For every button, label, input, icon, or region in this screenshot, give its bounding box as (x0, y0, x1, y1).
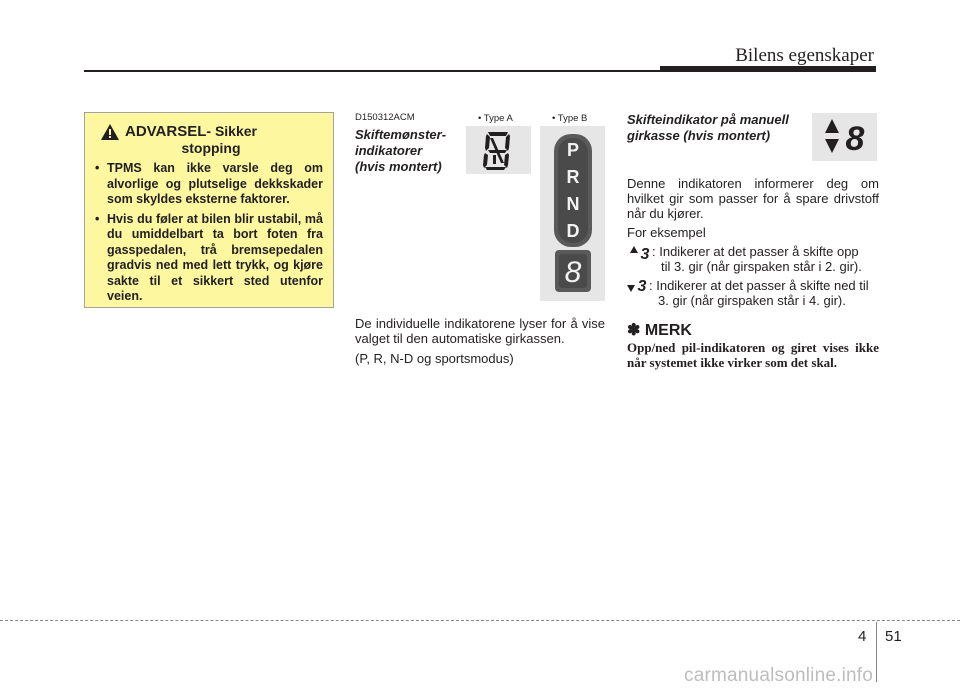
note-body: Opp/ned pil-indikatoren og giret vises ikke når systemet ikke virker som det skal. (627, 340, 879, 370)
section-title-manual-indicator: Skifteindikator på manuell girkasse (hvis montert) (627, 112, 789, 143)
type-b-indicator-graphic (540, 126, 605, 301)
middle-body-modes: (P, R, N-D og sportsmodus) (355, 351, 514, 366)
header-rule-accent (660, 66, 876, 72)
upshift-arrow-icon (630, 244, 652, 260)
upshift-digit: 3 (640, 246, 650, 260)
gear-letter-d: D (566, 221, 580, 241)
warning-triangle-icon (101, 124, 119, 140)
middle-body-paragraph: De individuelle indikatorene lyser for å vise valget til den automatiske girkassen. (355, 316, 605, 346)
warning-title: ADVARSEL (125, 123, 207, 140)
type-a-label: • Type A (478, 113, 513, 124)
downshift-digit: 3 (637, 278, 647, 294)
gear-digit-display: 8 (564, 256, 582, 289)
downshift-text-cont: 3. gir (når girspaken står i 4. gir). (658, 293, 846, 308)
type-a-indicator-graphic (466, 126, 531, 174)
example-downshift (627, 278, 879, 308)
warning-item: • Hvis du føler at bilen blir ustabil, må du umiddelbart ta bort foten fra gasspedalen, trå bremsepedalen gradvis ned med lett trykk, og kjøre sakte til et sikkert sted utenfor veien. (95, 212, 323, 305)
page-number: 51 (885, 628, 902, 645)
gear-letter-n: N (566, 194, 580, 214)
manual-indicator-digit: 8 (845, 120, 865, 158)
warning-subtitle: - Sikker (206, 123, 257, 139)
gear-letter-p: P (566, 140, 580, 160)
note-heading: ✽ MERK (627, 322, 692, 339)
warning-list (95, 161, 323, 305)
downshift-text: : Indikerer at det passer å skifte ned til (649, 278, 869, 293)
example-upshift (627, 244, 879, 274)
section-title-shift-pattern: Skiftemønster-indikatorer (hvis montert) (355, 127, 447, 174)
type-b-label: • Type B (552, 113, 588, 124)
right-body (627, 176, 879, 312)
upshift-text-cont: til 3. gir (når girspaken står i 2. gir). (661, 259, 862, 274)
warning-item: • TPMS kan ikke varsle deg om alvorlige og plutselige dekkskader som skyldes eksterne faktorer. (95, 161, 323, 208)
shift-segment-display-icon (466, 126, 531, 174)
running-header-title: Bilens egenskaper (735, 45, 874, 66)
upshift-text: : Indikerer at det passer å skifte opp (652, 244, 859, 259)
section-code: D150312ACM (355, 112, 415, 123)
up-down-gear-icon (812, 113, 877, 161)
footer-rule (0, 620, 960, 621)
example-label: For eksempel (627, 225, 706, 240)
warning-heading (95, 123, 323, 157)
gear-letter-r: R (566, 167, 580, 187)
watermark: carmanualsonline.info (684, 665, 874, 686)
warning-subtitle-cont: stopping (181, 140, 241, 156)
downshift-arrow-icon (627, 278, 649, 294)
chapter-number: 4 (858, 628, 867, 645)
middle-body (355, 316, 605, 371)
gear-position-column (540, 126, 605, 301)
right-intro: Denne indikatoren informerer deg om hvilket gir som passer for å spare drivstoff når du kjører. (627, 176, 879, 221)
footer-separator (876, 622, 877, 682)
warning-box (84, 112, 334, 308)
manual-shift-indicator-graphic (812, 113, 877, 161)
